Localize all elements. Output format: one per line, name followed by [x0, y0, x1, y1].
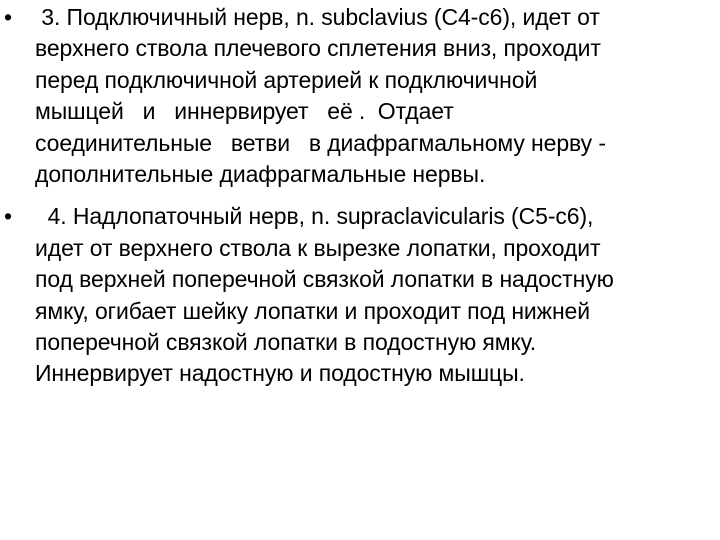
bullet-list	[4, 2, 704, 390]
text-line: ямку, огибает шейку лопатки и проходит под нижней	[35, 297, 590, 324]
text-line: 4. Надлопаточный нерв, n. supraclavicularis (C5-c6),	[35, 203, 594, 230]
bullet-item-suprascapular-nerve	[4, 201, 704, 389]
text-line: Иннервирует надостную и подостную мышцы.	[35, 360, 525, 387]
text-line: под верхней поперечной связкой лопатки в надостную	[35, 266, 614, 293]
bullet-text	[35, 2, 704, 190]
text-line: идет от верхнего ствола к вырезке лопатки, проходит	[35, 234, 601, 261]
bullet-item-subclavian-nerve	[4, 2, 704, 190]
text-line: соединительные ветви в диафрагмальному нерву -	[35, 129, 606, 156]
text-line: 3. Подключичный нерв, n. subclavius (C4-c6), идет от	[35, 4, 600, 30]
text-line: мышцей и иннервирует её . Отдает	[35, 98, 454, 125]
text-line: дополнительные диафрагмальные нервы.	[35, 161, 486, 188]
bullet-text	[35, 201, 704, 389]
text-line: перед подключичной артерией к подключичной	[35, 66, 538, 93]
text-line: поперечной связкой лопатки в подостную ямку.	[35, 329, 537, 356]
bullet-point-icon: •	[4, 203, 12, 230]
bullet-point-icon: •	[4, 4, 12, 30]
text-line: верхнего ствола плечевого сплетения вниз, проходит	[35, 35, 601, 62]
